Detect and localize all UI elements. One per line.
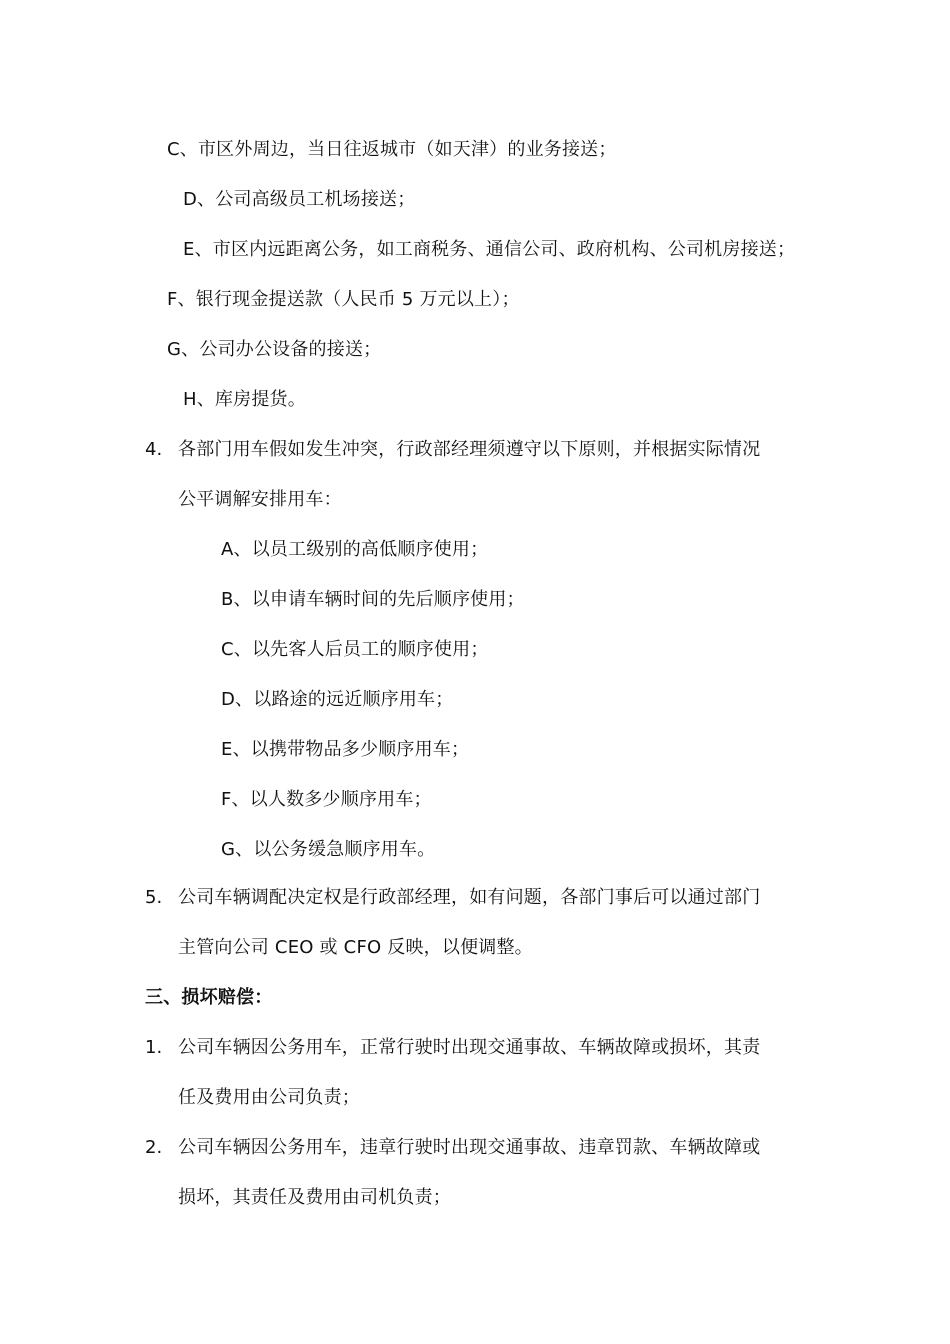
item-4-subitem-g: G、以公务缓急顺序用车。 [221, 839, 436, 860]
section-3-item-1-continuation: 任及费用由公司负责； [178, 1087, 360, 1108]
section-3-item-2-text: 公司车辆因公务用车，违章行驶时出现交通事故、违章罚款、车辆故障或 [178, 1137, 761, 1158]
section-heading: 三、损坏赔偿： [145, 987, 273, 1008]
item-5-continuation: 主管向公司 CEO 或 CFO 反映，以便调整。 [178, 937, 533, 958]
list-item-g: G、公司办公设备的接送； [167, 339, 382, 360]
list-item-d: D、公司高级员工机场接送； [183, 189, 416, 210]
list-item-c: C、市区外周边，当日往返城市（如天津）的业务接送； [167, 139, 617, 160]
item-5-text: 公司车辆调配决定权是行政部经理，如有问题，各部门事后可以通过部门 [178, 887, 761, 908]
item-4-subitem-e: E、以携带物品多少顺序用车； [221, 739, 470, 760]
item-4-subitem-f: F、以人数多少顺序用车； [221, 789, 432, 810]
item-4-subitem-c: C、以先客人后员工的顺序使用； [221, 639, 489, 660]
section-3-item-1-text: 公司车辆因公务用车，正常行驶时出现交通事故、车辆故障或损坏，其责 [178, 1037, 761, 1058]
item-4-subitem-a: A、以员工级别的高低顺序使用； [221, 539, 489, 560]
section-3-item-1-number: 1. [145, 1037, 163, 1058]
item-4-continuation: 公平调解安排用车： [178, 489, 342, 510]
item-4-subitem-d: D、以路途的远近顺序用车； [221, 689, 454, 710]
list-item-e: E、市区内远距离公务，如工商税务、通信公司、政府机构、公司机房接送； [183, 239, 796, 260]
section-3-item-2-continuation: 损坏，其责任及费用由司机负责； [178, 1187, 451, 1208]
list-item-f: F、银行现金提送款（人民币 5 万元以上）； [167, 289, 520, 310]
item-4-text: 各部门用车假如发生冲突，行政部经理须遵守以下原则，并根据实际情况 [178, 439, 761, 460]
section-3-item-2-number: 2. [145, 1137, 163, 1158]
list-item-h: H、库房提货。 [183, 389, 306, 410]
item-5-number: 5. [145, 887, 163, 908]
item-4-subitem-b: B、以申请车辆时间的先后顺序使用； [221, 589, 525, 610]
item-4-number: 4. [145, 439, 163, 460]
